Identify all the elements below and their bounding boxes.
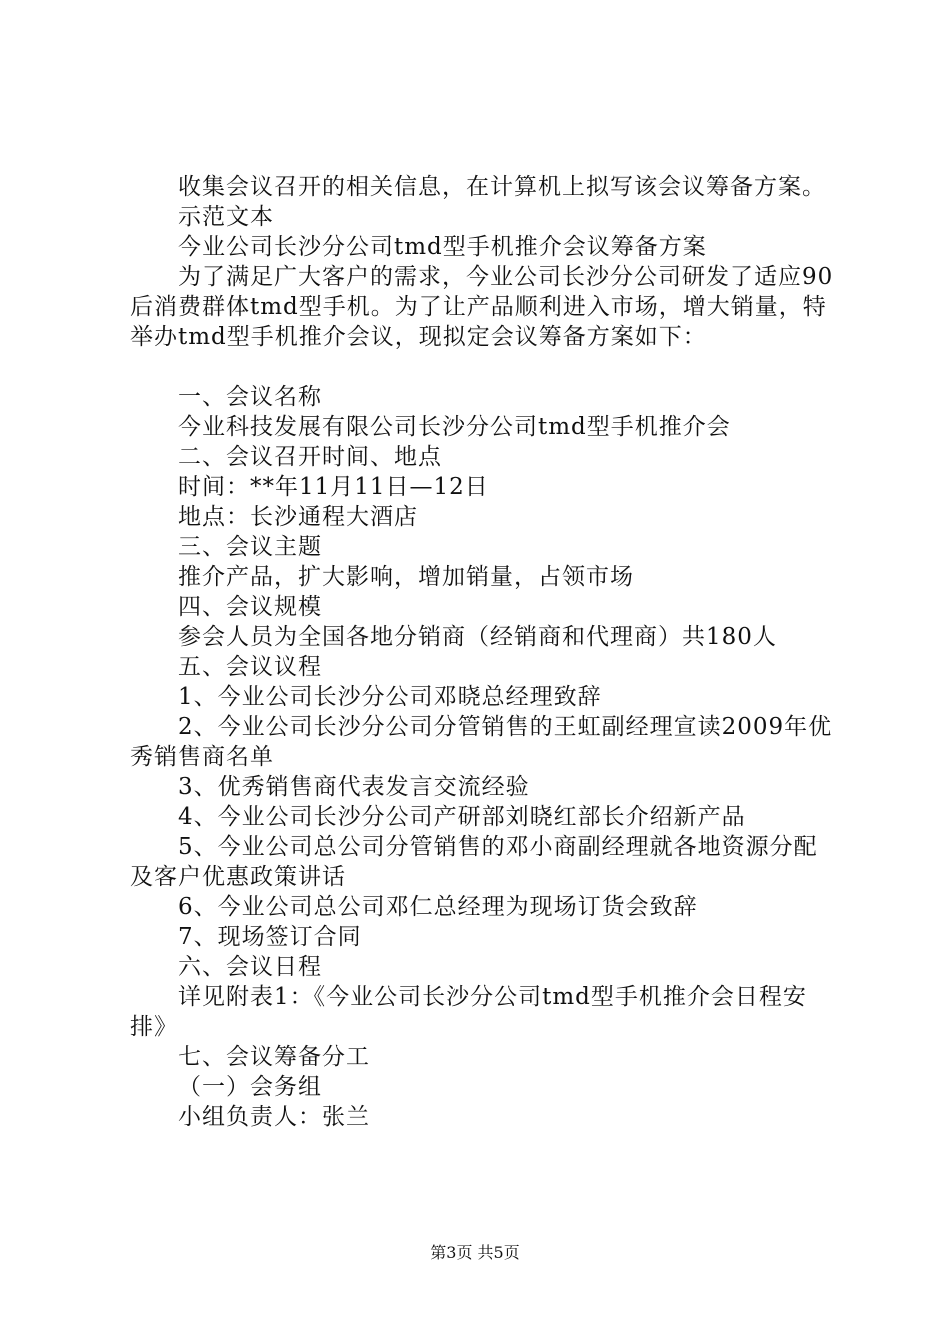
subsection-heading: （一）会务组 [178, 1074, 322, 1100]
section-heading: 一、会议名称 [178, 384, 322, 410]
section-heading: 三、会议主题 [178, 534, 322, 560]
agenda-item: 2、今业公司长沙分公司分管销售的王虹副经理宣读2009年优秀销售商名单 [130, 714, 833, 770]
document-body [130, 172, 836, 1132]
section-heading: 六、会议日程 [178, 954, 322, 980]
section-heading: 五、会议议程 [178, 654, 322, 680]
body-line: 时间：**年11月11日—12日 [178, 474, 489, 500]
agenda-item: 1、今业公司长沙分公司邓晓总经理致辞 [178, 684, 602, 710]
document-title: 今业公司长沙分公司tmd型手机推介会议筹备方案 [178, 234, 707, 260]
agenda-item: 3、优秀销售商代表发言交流经验 [178, 774, 530, 800]
paragraph-gap [130, 352, 836, 382]
body-line: 参会人员为全国各地分销商（经销商和代理商）共180人 [178, 624, 777, 650]
body-line: 详见附表1：《今业公司长沙分公司tmd型手机推介会日程安排》 [130, 984, 807, 1040]
body-line: 推介产品，扩大影响，增加销量，占领市场 [178, 564, 634, 590]
page-footer [0, 1243, 950, 1263]
body-line: 今业科技发展有限公司长沙分公司tmd型手机推介会 [178, 414, 731, 440]
opening-paragraph: 为了满足广大客户的需求，今业公司长沙分公司研发了适应90后消费群体tmd型手机。为了让产品顺利进入市场，增大销量，特举办tmd型手机推介会议，现拟定会议筹备方案如下： [130, 264, 834, 350]
agenda-item: 7、现场签订合同 [178, 924, 362, 950]
sample-label: 示范文本 [178, 204, 274, 230]
body-line: 小组负责人：张兰 [178, 1104, 370, 1130]
page-number: 第3页 共5页 [430, 1243, 520, 1262]
agenda-item: 4、今业公司长沙分公司产研部刘晓红部长介绍新产品 [178, 804, 746, 830]
intro-paragraph: 收集会议召开的相关信息，在计算机上拟写该会议筹备方案。 [178, 174, 826, 200]
section-heading: 四、会议规模 [178, 594, 322, 620]
section-heading: 二、会议召开时间、地点 [178, 444, 442, 470]
body-line: 地点：长沙通程大酒店 [178, 504, 418, 530]
agenda-item: 6、今业公司总公司邓仁总经理为现场订货会致辞 [178, 894, 698, 920]
agenda-item: 5、今业公司总公司分管销售的邓小商副经理就各地资源分配及客户优惠政策讲话 [130, 834, 818, 890]
section-heading: 七、会议筹备分工 [178, 1044, 370, 1070]
